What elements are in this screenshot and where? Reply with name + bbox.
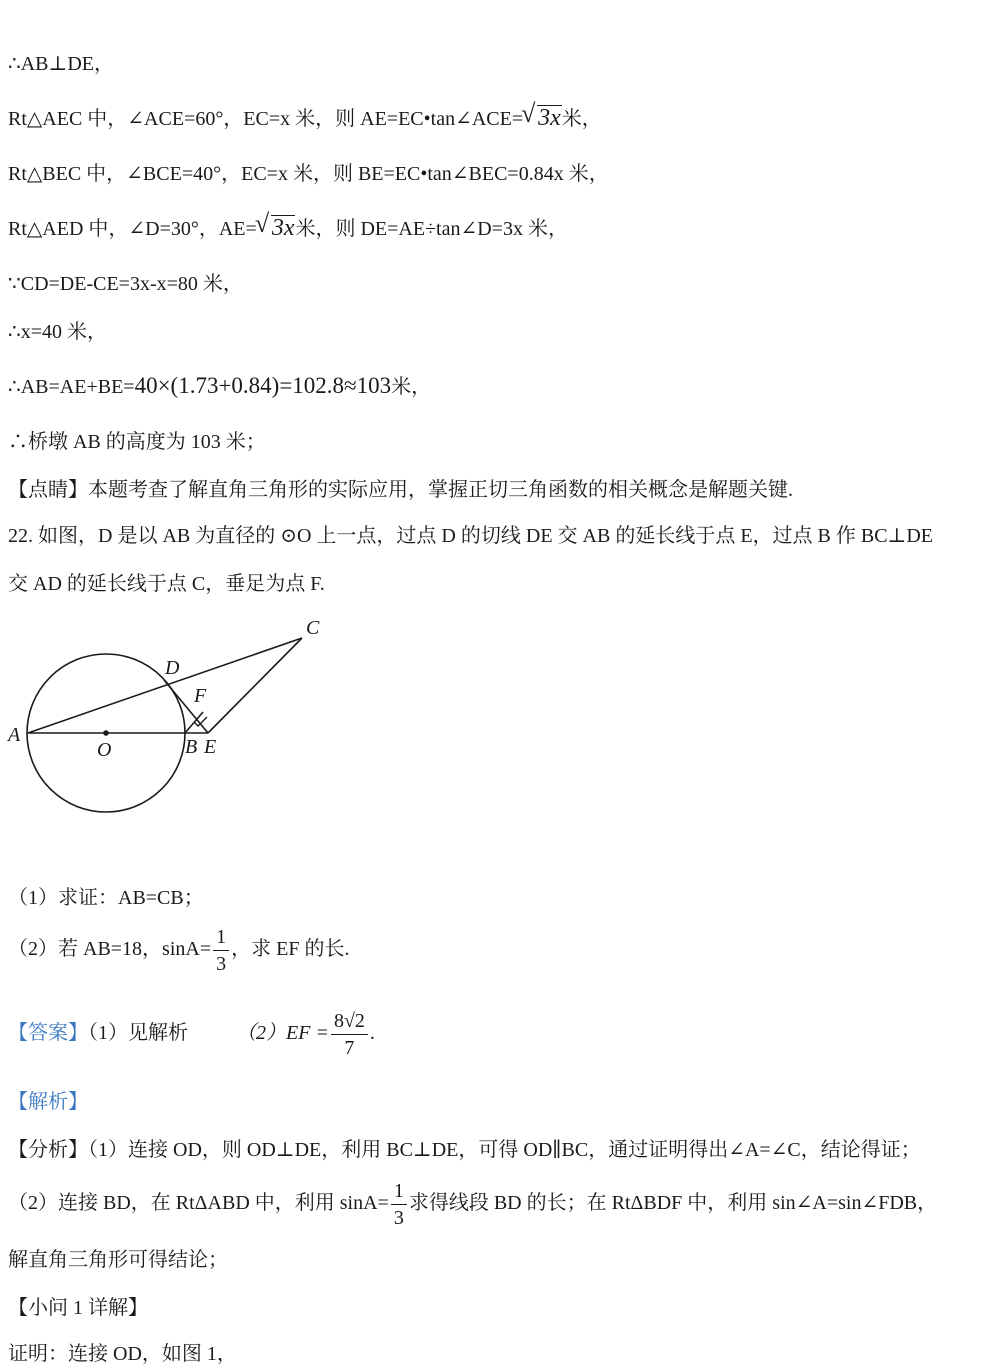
fraction-one-third: $\frac{1}{3}$ [213,924,229,977]
text-line-2: Rt△AEC 中，∠ACE=60°，EC=x 米，则 AE=EC•tan∠ACE=√ 3x米， [8,104,602,133]
segment-ac [28,638,302,733]
analysis-line-1: 【分析】（1）连接 OD，则 OD⊥DE，利用 BC⊥DE，可得 OD∥BC，通过证明得出∠A=∠C，结论得证； [8,1139,921,1161]
text-line-3: Rt△BEC 中，∠BCE=40°，EC=x 米，则 BE=EC•tan∠BEC=0.84x 米， [8,163,609,185]
answer-tag: 【答案】 [8,1022,88,1045]
fraction-one-third: $\frac{1}{3}$ [391,1178,407,1231]
text-line-4: Rt△AED 中，∠D=30°，AE=√ 3x米，则 DE=AE÷tan∠D=3x 米， [8,214,568,243]
text-line-9: 【点睛】本题考查了解直角三角形的实际应用，掌握正切三角函数的相关概念是解题关键. [8,479,793,501]
segment-ce [208,638,302,733]
text-line-5: ∵CD=DE-CE=3x-x=80 米， [8,273,243,295]
text-line-8: ∴桥墩 AB 的高度为 103 米； [8,431,266,453]
analysis-tag: 【解析】 [8,1091,88,1113]
center-point-o [103,730,109,736]
label-o: O [97,739,112,761]
label-f: F [194,685,207,707]
analysis-line-3: 解直角三角形可得结论； [8,1249,228,1271]
label-d: D [165,657,180,679]
analysis-line-2: （2）连接 BD，在 RtΔABD 中，利用 sinA= $\frac{1}{3}$ 求得线段 BD 的长；在 RtΔBDF 中，利用 sin∠A=sin∠FDB， [8,1180,938,1229]
text-line-6: ∴x=40 米， [8,321,108,343]
subquestion-1-heading: 【小问 1 详解】 [8,1297,148,1319]
geometry-diagram [0,610,360,830]
label-c: C [306,617,320,639]
text-line-7: ∴AB=AE+BE=40×(1.73+0.84)=102.8≈103米， [8,373,432,398]
proof-line: 证明：连接 OD，如图 1， [8,1343,237,1365]
label-b: B [185,736,198,758]
fraction-answer: $\frac{8√2}{7}$ [331,1008,368,1061]
text-line-1: ∴AB⊥DE， [8,53,114,75]
sqrt-expression: √ 3x [257,214,296,242]
answer-line: 【答案】（1）见解析 （2）EF = $\frac{8√2}{7}$ . [8,1010,375,1059]
problem-22-line-2: 交 AD 的延长线于点 C，垂足为点 F. [8,573,325,595]
label-a: A [8,724,21,746]
label-e: E [204,736,217,758]
sqrt-expression: √ 3x [523,104,562,132]
problem-22-line-1: 22. 如图，D 是以 AB 为直径的 ⊙O 上一点，过点 D 的切线 DE 交 AB 的延长线于点 E，过点 B 作 BC⊥DE [8,525,934,547]
question-2: （2）若 AB=18，sinA= $\frac{1}{3}$ ，求 EF 的长. [8,926,350,975]
question-1: （1）求证：AB=CB； [8,887,204,909]
